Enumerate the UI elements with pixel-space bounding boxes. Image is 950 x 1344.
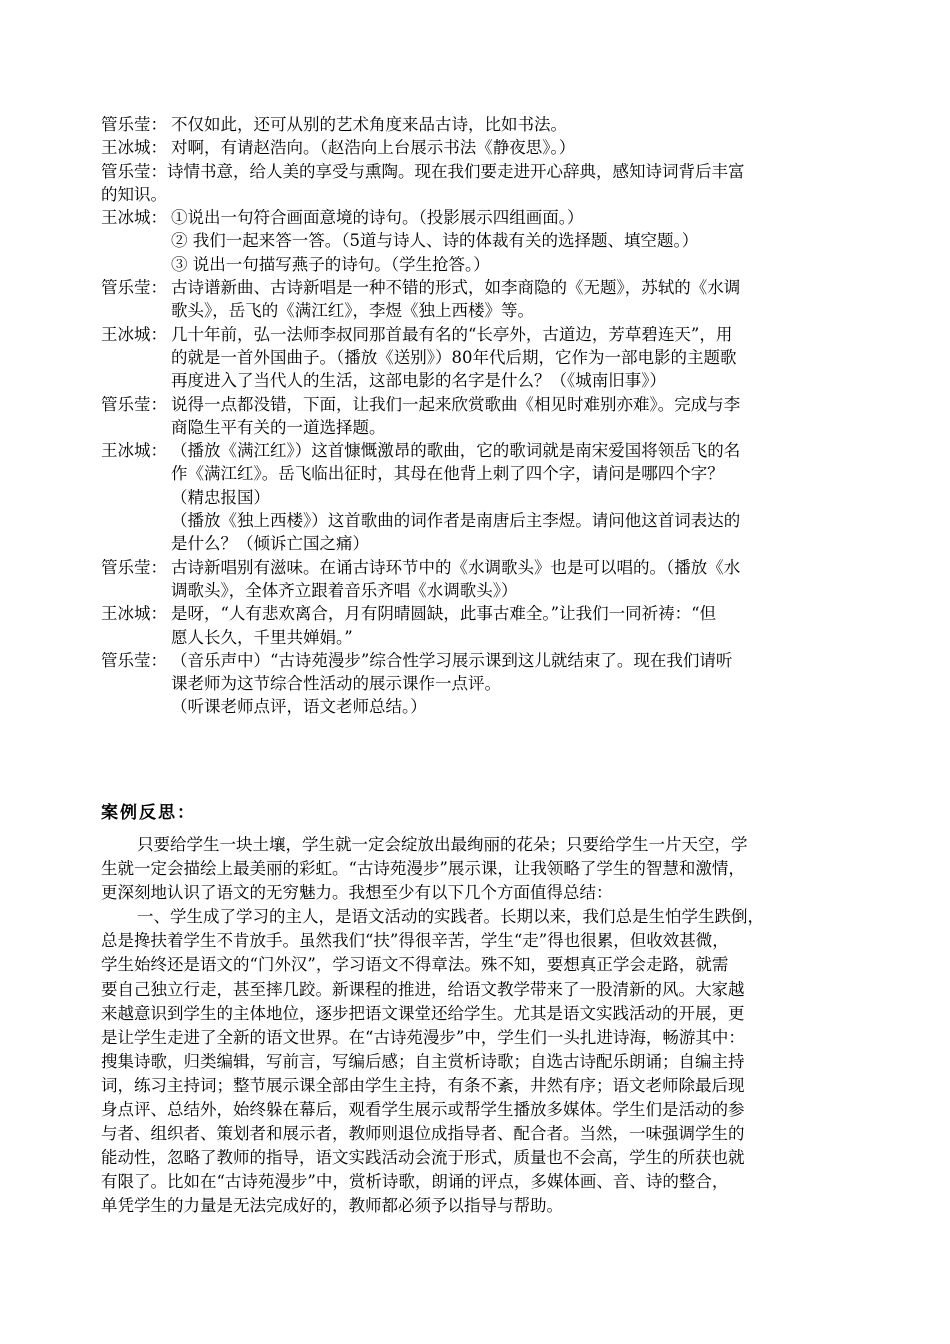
dialogue-entry [101,160,861,207]
dialogue-entry [101,136,861,159]
paragraph-line: 单凭学生的力量是无法完成好的，教师都必须予以指导与帮助。 [101,1196,563,1216]
dialogue-entry [101,556,861,603]
dialogue-line: 愿人长久，千里共婵娟。” [171,627,353,647]
dialogue-line: 作《满江红》。岳飞临出征时，其母在他背上刺了四个字，请问是哪四个字？ [171,464,724,484]
paragraph-line: 词，练习主持词；整节展示课全部由学生主持，有条不紊，井然有序；语文老师除最后现 [101,1075,745,1095]
paragraph-line: 学生始终还是语文的“门外汉”，学习语文不得章法。殊不知，要想真正学会走路，就需 [101,955,729,975]
dialogue-entry [101,602,861,649]
paragraph-line: 来越意识到学生的主体地位，逐步把语文课堂还给学生。尤其是语文实践活动的开展，更 [101,1003,745,1023]
paragraph-line: 能动性，忽略了教师的指导，语文实践活动会流于形式，质量也不会高，学生的所获也就 [101,1148,745,1168]
dialogue-line: （播放《满江红》）这首慷慨激昂的歌曲，它的歌词就是南宋爱国将领岳飞的名 [171,441,741,461]
dialogue-line: 商隐生平有关的一道选择题。 [171,417,386,437]
paragraph-line: 要自己独立行走，甚至摔几跤。新课程的推进，给语文教学带来了一股清新的风。大家越 [101,979,745,999]
dialogue-line [101,160,861,183]
dialogue-line: 的知识。 [101,184,167,204]
dialogue-text: 诗情书意，给人美的享受与熏陶。现在我们要走进开心辞典，感知诗词背后丰富 [167,161,745,181]
paragraph-line: 有限了。比如在“古诗苑漫步”中，赏析诗歌，朗诵的评点，多媒体画、音、诗的整合， [101,1172,729,1192]
dialogue-line: ③ 说出一句描写燕子的诗句。（学生抢答。） [171,254,490,274]
paragraph [101,905,861,1218]
dialogue-entry [101,649,861,719]
dialogue-line: 古诗谱新曲、古诗新唱是一种不错的形式，如李商隐的《无题》，苏轼的《水调 [171,278,741,298]
paragraph-line: 生就一定会描绘上最美丽的彩虹。“古诗苑漫步”展示课，让我领略了学生的智慧和激情， [101,859,745,879]
speaker-name: 管乐莹： [101,278,167,298]
speaker-name: 王冰城： [101,208,167,228]
dialogue-line: 的就是一首外国曲子。（播放《送别》）80年代后期，它作为一部电影的主题歌 [171,347,737,367]
dialogue-line: 对啊，有请赵浩向。（赵浩向上台展示书法《静夜思》。） [171,138,576,158]
paragraph-line: 更深刻地认识了语文的无穷魅力。我想至少有以下几个方面值得总结： [101,883,613,903]
speaker-name: 王冰城： [101,138,167,158]
speaker-name: 管乐莹： [101,394,167,414]
dialogue-line: （音乐声中）“古诗苑漫步”综合性学习展示课到这儿就结束了。现在我们请听 [171,650,733,670]
dialogue-line: 古诗新唱别有滋味。在诵古诗环节中的《水调歌头》也是可以唱的。（播放《水 [171,557,741,577]
paragraph-line: 只要给学生一块土壤，学生就一定会绽放出最绚丽的花朵；只要给学生一片天空，学 [137,835,748,854]
dialogue-line: 几十年前，弘一法师李叔同那首最有名的“长亭外，古道边，芳草碧连天”，用 [171,324,733,344]
paragraph-line: 与者、组织者、策划者和展示者，教师则退位成指导者、配合者。当然，一味强调学生的 [101,1124,745,1144]
dialogue-line: 再度进入了当代人的生活，这部电影的名字是什么？（《城南旧事》） [171,371,666,391]
paragraph-line: 一、学生成了学习的主人，是语文活动的实践者。长期以来，我们总是生怕学生跌倒， [137,907,764,927]
speaker-name: 管乐莹： [101,115,167,134]
dialogue-entry [101,393,861,440]
reflection-body [101,833,861,1219]
speaker-name: 王冰城： [101,324,167,344]
dialogue-line: 课老师为这节综合性活动的展示课作一点评。 [171,674,501,694]
paragraph-line: 总是搀扶着学生不肯放手。虽然我们“扶”得很辛苦，学生“走”得也很累，但收效甚微， [101,931,729,951]
speaker-name: 管乐莹： [101,650,167,670]
dialogue-line: 是呀，“人有悲欢离合，月有阴晴圆缺，此事古难全。”让我们一同祈祷：“但 [171,604,717,624]
dialogue-section [101,113,861,719]
dialogue-entry [101,206,861,276]
speaker-name: 管乐莹： [101,557,167,577]
dialogue-line: 不仅如此，还可从别的艺术角度来品古诗，比如书法。 [171,115,567,134]
dialogue-line: ①说出一句符合画面意境的诗句。（投影展示四组画面。） [171,208,584,228]
speaker-name: 王冰城： [101,441,167,461]
speaker-name: 王冰城： [101,604,167,624]
dialogue-line: 歌头》，岳飞的《满江红》，李煜《独上西楼》等。 [171,301,534,321]
dialogue-line: 调歌头》，全体齐立跟着音乐齐唱《水调歌头》） [171,580,518,600]
dialogue-entry [101,276,861,323]
dialogue-line: （播放《独上西楼》）这首歌曲的词作者是南唐后主李煜。请问他这首词表达的 [171,511,741,531]
paragraph-line: 搜集诗歌，归类编辑，写前言，写编后感；自主赏析诗歌；自选古诗配乐朗诵；自编主持 [101,1051,745,1071]
speaker-name: 管乐莹： [101,161,167,181]
paragraph [101,833,861,905]
dialogue-line: （听课老师点评，语文老师总结。） [171,697,427,717]
dialogue-line: （精忠报国） [171,487,270,507]
dialogue-line: 是什么？（倾诉亡国之痛） [171,534,369,554]
paragraph-line: 身点评、总结外，始终躲在幕后，观看学生展示或帮学生播放多媒体。学生们是活动的参 [101,1100,745,1120]
dialogue-line: 说得一点都没错，下面，让我们一起来欣赏歌曲《相见时难别亦难》。完成与李 [171,394,741,414]
dialogue-entry [101,439,861,555]
dialogue-line: ② 我们一起来答一答。（5道与诗人、诗的体裁有关的选择题、填空题。） [171,231,699,251]
dialogue-entry [101,323,861,393]
paragraph-line: 是让学生走进了全新的语文世界。在“古诗苑漫步”中，学生们一头扎进诗海，畅游其中： [101,1027,745,1047]
section-heading: 案例反思： [101,803,196,823]
dialogue-entry [101,113,861,136]
